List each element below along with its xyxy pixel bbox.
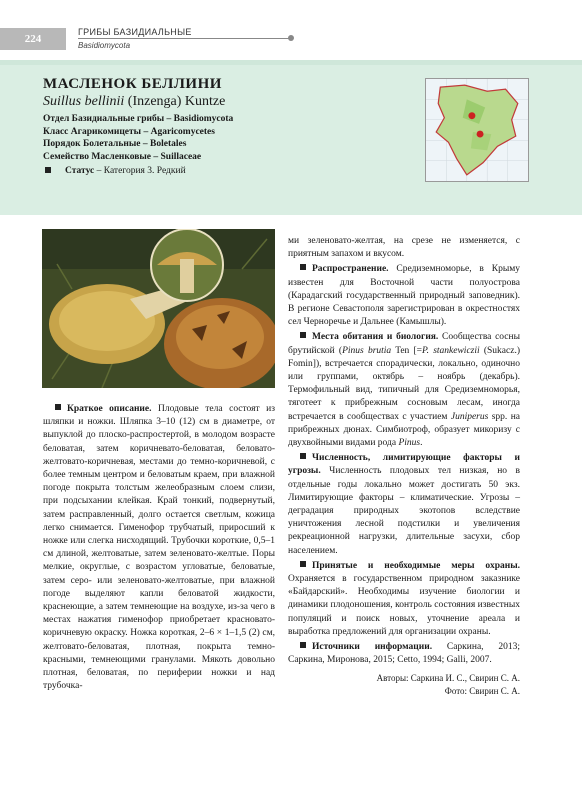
population-text: Численность плодовых тел низкая, но в отдельные годы локально может достигать 50 экз. Лимитирующие факторы – климатические. Угрозы – деградация природных экотопов вследствие уничтожения лесной подстилки и увеличения рекреационной нагрузки, длительные засухи, сбор населением. (288, 466, 520, 556)
habitat-title: Места обитания и биология. (312, 332, 439, 343)
distribution-map (425, 78, 529, 182)
bullet-square-icon (300, 642, 306, 648)
distribution-title: Распространение. (312, 264, 389, 275)
bullet-square-icon (300, 561, 306, 567)
taxonomy-family: Семейство Масленковые – Suillaceae (43, 151, 202, 162)
sources-paragraph (288, 641, 520, 667)
mushroom-photo (42, 229, 275, 388)
bullet-square-icon (300, 453, 306, 459)
occurrence-marker (477, 131, 484, 138)
habitat-latin-name: Juniperus (450, 411, 489, 422)
measures-paragraph (288, 560, 520, 639)
description-text: Плодовые тела состоят из шляпки и ножки. Шляпка 3–10 (12) см в диаметре, от выпуклой до плоско-распростертой, в молодом возрасте беловатая, затем коричневато-беловатая, беловато-желтовато-коричневая, местами до темно-коричневой, с более темным центром и беловатым краем, при влажной погоде покрыта толстым желеобразным слоем слизи, при подсыхании клейкая. Край тонкий, подвернутый, затем расправленный, долго остается светлым, кожица легко снимается. Гименофор трубчатый, приросший к ножке или слегка нисходящий. Трубочки короткие, 0,5–1 см длиной, желтоватые, затем зеленовато-желтые. Поры мелкие, округлые, с возрастом угловатые, беловатые, затем серо- или зеленовато-желтоватые, при влажной погоде выделяют капли беловатой жидкости, краснеющие, а затем темнеющие на воздухе, из-за чего в местах нажатия гименофор приобретает красновато-коричневую окраску. Ножка короткая, 2–6 × 1–1,5 (2) см, желтовато-беловатая, плотная, покрыта темно-красными, темнеющими гранулами. Мякоть довольно плотная, беловатая, по периферии ножки и над трубочка- (43, 404, 275, 692)
habitat-latin-name: Pinus (398, 438, 421, 449)
population-paragraph (288, 452, 520, 558)
section-subtitle: Basidiomycota (78, 41, 131, 50)
habitat-text: Ten [= (391, 345, 423, 356)
taxonomy-order: Порядок Болетальные – Boletales (43, 139, 187, 149)
header-rule-dot (288, 35, 294, 41)
status-line (45, 166, 186, 176)
authors-credit: Авторы: Саркина И. С., Свирин С. А. (376, 672, 520, 683)
taxonomy-block (43, 113, 233, 163)
distribution-text: Средиземноморье, в Крыму известен для Восточной части полуострова (Карадагский государственный природный заповедник). В регионе Севастополя зарегистрирован в окрестностях сел Черноречье и Дальнее (Камышлы). (288, 264, 520, 328)
habitat-text: . (420, 438, 423, 449)
header-rule (78, 38, 290, 39)
status-value: – Категория 3. Редкий (94, 166, 186, 176)
habitat-paragraph (288, 331, 520, 450)
habitat-latin-name: P. stankewiczii (422, 345, 480, 356)
bullet-square-icon (300, 264, 306, 270)
bullet-square-icon (45, 167, 51, 173)
bullet-square-icon (300, 332, 306, 338)
habitat-text: (Sukacz.) Fomin]), встречается спорадически, локально, одиночно или группами, октябрь – ноябрь (декабрь). Термофильный вид, типичный для Средиземноморья, тяготеет к прибрежным сосновым лесам, иногда встречается в сообществах с участием (288, 345, 520, 422)
sources-text: Саркина, 2013; Саркина, Миронова, 2015; Cetto, 1994; Galli, 2007. (288, 642, 520, 666)
habitat-latin-name: Pinus brutia (342, 345, 392, 356)
taxonomy-class: Класс Агарикомицеты – Agaricomycetes (43, 126, 215, 137)
left-column (43, 403, 275, 693)
description-paragraph (43, 403, 275, 693)
species-name-latin: Suillus bellinii (Inzenga) Kuntze (43, 94, 226, 109)
population-title: Численность, лимитирующие факторы и угрозы. (288, 453, 520, 477)
distribution-paragraph (288, 263, 520, 329)
description-continuation: ми зеленовато-желтая, на срезе не изменяется, с приятным запахом и вкусом. (288, 236, 520, 260)
section-title: ГРИБЫ БАЗИДИАЛЬНЫЕ (78, 27, 192, 37)
photo-credit: Фото: Свирин С. А. (444, 685, 520, 696)
taxonomy-division: Отдел Базидиальные грибы – Basidiomycota (43, 114, 234, 124)
status-label: Статус (65, 166, 95, 176)
page-number: 224 (0, 28, 66, 50)
occurrence-marker (468, 112, 475, 119)
species-name-ru: МАСЛЕНОК БЕЛЛИНИ (43, 76, 222, 92)
description-title: Краткое описание. (67, 404, 152, 414)
right-column (288, 235, 520, 698)
measures-text: Охраняется в государственном природном заказнике «Байдарский». Необходимы изучение биологии и динамики плодоношения, контроль состояния известных популяций и поиск новых, уточнение ареала и выработка предложений для организации охраны. (288, 574, 520, 637)
measures-title: Принятые и необходимые меры охраны. (312, 560, 520, 571)
habitat-text: spp. на прибрежных дюнах. Симбиотроф, образует микоризу с двухвойными видами рода (288, 411, 520, 449)
bullet-square-icon (55, 404, 61, 410)
habitat-text: Сообщества сосны брутийской ( (288, 332, 520, 356)
sources-title: Источники информации. (312, 642, 433, 653)
